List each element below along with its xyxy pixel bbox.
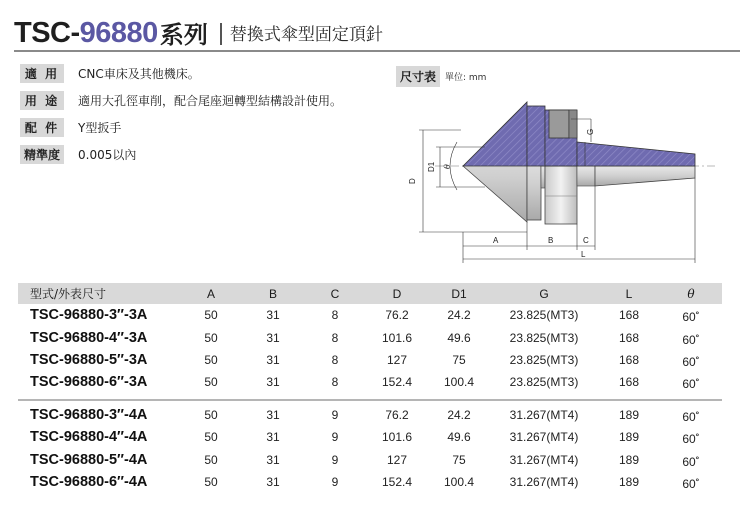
table-header-row bbox=[18, 283, 722, 304]
cell-l: 189 bbox=[618, 407, 640, 422]
spec-value: 適用大孔徑車削，配合尾座迴轉型結構設計使用。 bbox=[78, 94, 343, 108]
cell-c: 8 bbox=[331, 308, 339, 323]
cell-theta: 60˚ bbox=[682, 432, 700, 447]
cell-g: 23.825(MT3) bbox=[509, 330, 579, 345]
cell-d: 127 bbox=[386, 452, 408, 467]
cell-b: 31 bbox=[266, 375, 280, 390]
cell-d: 152.4 bbox=[381, 474, 413, 489]
cell-c: 8 bbox=[331, 375, 339, 390]
dimension-unit: 單位: mm bbox=[445, 73, 487, 83]
table-row bbox=[18, 326, 722, 348]
cell-d1: 24.2 bbox=[447, 308, 471, 323]
spec-row-application bbox=[20, 64, 342, 83]
cell-c: 9 bbox=[331, 474, 339, 489]
cell-theta: 60˚ bbox=[682, 332, 700, 347]
page-header bbox=[14, 10, 383, 50]
dimension-title bbox=[396, 66, 486, 87]
cell-l: 168 bbox=[618, 352, 640, 367]
cell-a: 50 bbox=[204, 452, 218, 467]
table-row bbox=[18, 404, 722, 426]
cell-g: 23.825(MT3) bbox=[509, 375, 579, 390]
label-l: L bbox=[581, 250, 586, 259]
label-b: B bbox=[548, 236, 554, 245]
cell-d1: 49.6 bbox=[447, 430, 471, 445]
cell-d1: 24.2 bbox=[447, 407, 471, 422]
cell-g: 31.267(MT4) bbox=[509, 452, 579, 467]
label-d: D bbox=[408, 178, 417, 184]
cell-b: 31 bbox=[266, 407, 280, 422]
cell-c: 8 bbox=[331, 330, 339, 345]
table-row bbox=[18, 426, 722, 448]
cell-a: 50 bbox=[204, 352, 218, 367]
cell-g: 31.267(MT4) bbox=[509, 430, 579, 445]
spec-row-purpose bbox=[20, 91, 342, 110]
cell-model: TSC-96880-4″-4A bbox=[30, 429, 148, 446]
cell-theta: 60˚ bbox=[682, 409, 700, 424]
cell-d: 76.2 bbox=[385, 407, 409, 422]
cell-g: 23.825(MT3) bbox=[509, 352, 579, 367]
cell-d1: 100.4 bbox=[443, 474, 475, 489]
spec-row-accessory bbox=[20, 118, 342, 137]
cell-l: 168 bbox=[618, 330, 640, 345]
cell-c: 9 bbox=[331, 407, 339, 422]
cell-d: 152.4 bbox=[381, 375, 413, 390]
cell-l: 189 bbox=[618, 430, 640, 445]
column-header-model: 型式/外表尺寸 bbox=[18, 283, 180, 304]
cell-l: 168 bbox=[618, 375, 640, 390]
cell-l: 189 bbox=[618, 474, 640, 489]
cell-a: 50 bbox=[204, 308, 218, 323]
cell-model: TSC-96880-5″-3A bbox=[30, 351, 148, 368]
cell-model: TSC-96880-6″-3A bbox=[30, 374, 148, 391]
cell-g: 23.825(MT3) bbox=[509, 308, 579, 323]
cell-model: TSC-96880-4″-3A bbox=[30, 329, 148, 346]
dimension-drawing bbox=[405, 92, 735, 267]
table-row bbox=[18, 448, 722, 470]
product-description: 替換式傘型固定頂針 bbox=[229, 25, 383, 45]
cell-a: 50 bbox=[204, 375, 218, 390]
cell-d: 127 bbox=[386, 352, 408, 367]
spec-table bbox=[18, 283, 722, 493]
spec-list bbox=[20, 64, 342, 172]
part-section-view bbox=[463, 102, 695, 166]
model-prefix: TSC- bbox=[14, 17, 80, 49]
cell-d1: 75 bbox=[452, 452, 466, 467]
dimension-title-label: 尺寸表 bbox=[396, 66, 440, 87]
cell-b: 31 bbox=[266, 452, 280, 467]
cell-theta: 60˚ bbox=[682, 454, 700, 469]
column-header-d: D bbox=[366, 283, 428, 304]
cell-d1: 49.6 bbox=[447, 330, 471, 345]
column-header-c: C bbox=[304, 283, 366, 304]
label-d1: D1 bbox=[427, 161, 436, 172]
header-rule bbox=[14, 50, 740, 52]
table-row bbox=[18, 304, 722, 326]
cell-model: TSC-96880-6″-4A bbox=[30, 473, 148, 490]
spec-value: CNC車床及其他機床。 bbox=[78, 67, 200, 81]
spec-value: 0.005以內 bbox=[78, 148, 137, 162]
cell-d1: 100.4 bbox=[443, 375, 475, 390]
cell-d: 101.6 bbox=[381, 430, 413, 445]
cell-theta: 60˚ bbox=[682, 476, 700, 491]
spec-label: 適 用 bbox=[20, 64, 64, 83]
table-row bbox=[18, 371, 722, 393]
spec-label: 配 件 bbox=[20, 118, 64, 137]
cell-d1: 75 bbox=[452, 352, 466, 367]
cell-d: 101.6 bbox=[381, 330, 413, 345]
cell-a: 50 bbox=[204, 330, 218, 345]
cell-theta: 60˚ bbox=[682, 310, 700, 325]
column-header-g: G bbox=[490, 283, 598, 304]
table-row bbox=[18, 471, 722, 493]
spec-value: Y型扳手 bbox=[78, 121, 122, 135]
spec-label: 精準度 bbox=[20, 145, 64, 164]
column-header-theta: θ bbox=[660, 283, 722, 304]
cell-model: TSC-96880-3″-4A bbox=[30, 406, 148, 423]
cell-theta: 60˚ bbox=[682, 354, 700, 369]
spec-label: 用 途 bbox=[20, 91, 64, 110]
column-header-d1: D1 bbox=[428, 283, 490, 304]
cell-b: 31 bbox=[266, 430, 280, 445]
label-g: G bbox=[586, 128, 595, 135]
cell-l: 189 bbox=[618, 452, 640, 467]
cell-b: 31 bbox=[266, 474, 280, 489]
cell-b: 31 bbox=[266, 352, 280, 367]
label-theta: θ bbox=[443, 164, 452, 169]
model-series: 系列 bbox=[159, 21, 208, 49]
cell-c: 8 bbox=[331, 352, 339, 367]
label-a: A bbox=[493, 236, 499, 245]
column-header-l: L bbox=[598, 283, 660, 304]
cell-b: 31 bbox=[266, 330, 280, 345]
cell-g: 31.267(MT4) bbox=[509, 474, 579, 489]
table-row bbox=[18, 349, 722, 371]
cell-c: 9 bbox=[331, 452, 339, 467]
cell-theta: 60˚ bbox=[682, 377, 700, 392]
cell-d: 76.2 bbox=[385, 308, 409, 323]
cell-g: 31.267(MT4) bbox=[509, 407, 579, 422]
column-header-b: B bbox=[242, 283, 304, 304]
cell-l: 168 bbox=[618, 308, 640, 323]
cell-b: 31 bbox=[266, 308, 280, 323]
header-divider bbox=[220, 23, 222, 45]
cell-model: TSC-96880-3″-3A bbox=[30, 307, 148, 324]
model-number: 96880 bbox=[79, 17, 158, 49]
cell-a: 50 bbox=[204, 407, 218, 422]
cell-model: TSC-96880-5″-4A bbox=[30, 451, 148, 468]
cell-a: 50 bbox=[204, 474, 218, 489]
dimension-table bbox=[18, 283, 722, 493]
label-c: C bbox=[583, 236, 589, 245]
spec-row-accuracy bbox=[20, 145, 342, 164]
cell-c: 9 bbox=[331, 430, 339, 445]
column-header-a: A bbox=[180, 283, 242, 304]
cell-a: 50 bbox=[204, 430, 218, 445]
